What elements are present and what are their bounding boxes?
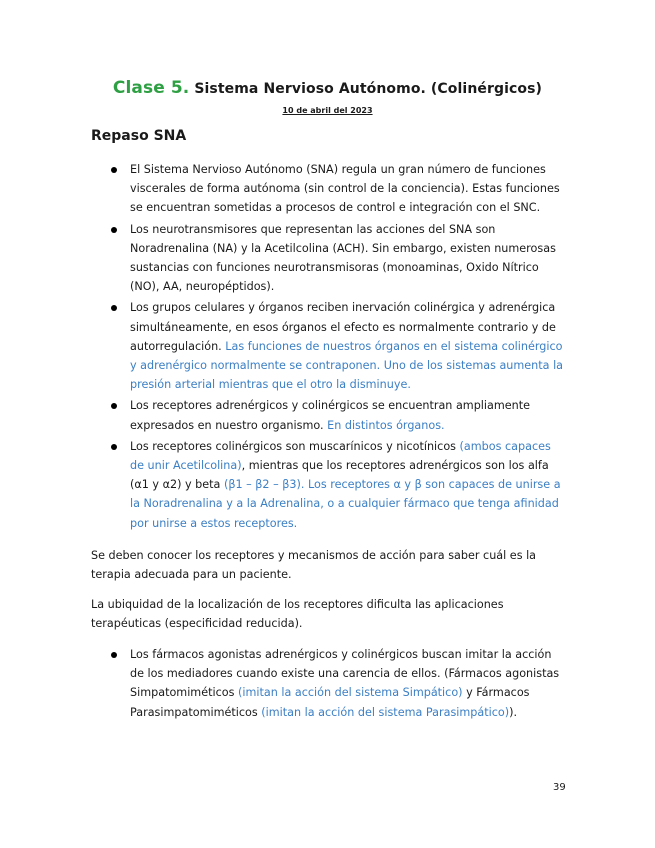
section-heading: Repaso SNA — [91, 128, 187, 144]
bullet-note: En distintos órganos. — [327, 418, 445, 432]
bullet-text: Los fármacos agonistas adrenérgicos y colinérgicos buscan imitar la acción de los mediadores cuando existe una carencia de ellos. (Fármacos agonistas Simpatomiméticos — [130, 648, 560, 700]
paragraph-ubiquity: La ubiquidad de la localización de los receptores dificulta las aplicaciones terapéuticas (especificidad reducida). — [91, 598, 504, 630]
page-title — [0, 78, 655, 98]
bullet-text: Los neurotransmisores que representan las acciones del SNA son Noradrenalina (NA) y la Acetilcolina (ACH). Sin embargo, existen numerosas sustancias con funciones neurotransmisoras (monoaminas, Oxido Nítrico (NO), AA, neuropéptidos). — [130, 222, 556, 294]
bullet-icon — [111, 403, 117, 409]
bullet-icon — [111, 444, 117, 450]
list-item — [110, 437, 565, 533]
bullet-text: Los receptores adrenérgicos y colinérgicos se encuentran ampliamente expresados en nuestro organismo. — [130, 399, 531, 432]
title-rest: Sistema Nervioso Autónomo. (Colinérgicos) — [189, 81, 543, 97]
list-item — [110, 160, 565, 218]
bullet-note: (imitan la acción del sistema Simpático) — [237, 686, 463, 700]
bullet-text: Los receptores colinérgicos son muscarínicos y nicotínicos — [130, 439, 460, 453]
bullet-text: ). — [509, 705, 518, 719]
title-lead: Clase 5. — [112, 78, 190, 98]
bullet-text: Los grupos celulares y órganos reciben inervación colinérgica y adrenérgica simultáneamente, en esos órganos el efecto es normalmente contrario y de autorregulación. — [130, 301, 556, 353]
bullet-list — [110, 160, 565, 535]
date-line: 10 de abril del 2023 — [282, 106, 373, 115]
bullet-text: y Fármacos Parasimpatomiméticos — [130, 686, 530, 719]
bullet-icon — [111, 652, 117, 658]
bullet-note: (imitan la acción del sistema Parasimpático) — [261, 705, 510, 719]
list-item — [110, 396, 565, 434]
paragraph-therapy: Se deben conocer los receptores y mecanismos de acción para saber cuál es la terapia adecuada para un paciente. — [91, 549, 537, 581]
bullet-list-agonists — [110, 645, 565, 724]
bullet-text: , mientras que los receptores adrenérgicos son los alfa (α1 y α2) y beta — [130, 459, 549, 492]
bullet-icon — [111, 167, 117, 173]
page-number: 39 — [553, 782, 566, 793]
bullet-note: (β1 – β2 – β3). Los receptores α y β son capaces de unirse a la Noradrenalina y a la Adrenalina, o a cualquier fármaco que tenga afinidad por unirse a estos receptores. — [130, 478, 561, 530]
bullet-icon — [111, 227, 117, 233]
bullet-note: Las funciones de nuestros órganos en el sistema colinérgico y adrenérgico normalmente se contraponen. Uno de los sistemas aumenta la presión arterial mientras que el otro la disminuye. — [130, 339, 564, 392]
list-item — [110, 298, 565, 394]
bullet-icon — [111, 305, 117, 311]
list-item — [110, 645, 565, 722]
list-item — [110, 220, 565, 297]
bullet-text: El Sistema Nervioso Autónomo (SNA) regula un gran número de funciones viscerales de forma autónoma (sin control de la conciencia). Estas funciones se encuentran sometidas a procesos de control e integración con el SNC. — [130, 163, 560, 215]
bullet-note: (ambos capaces de unir Acetilcolina) — [130, 439, 551, 473]
